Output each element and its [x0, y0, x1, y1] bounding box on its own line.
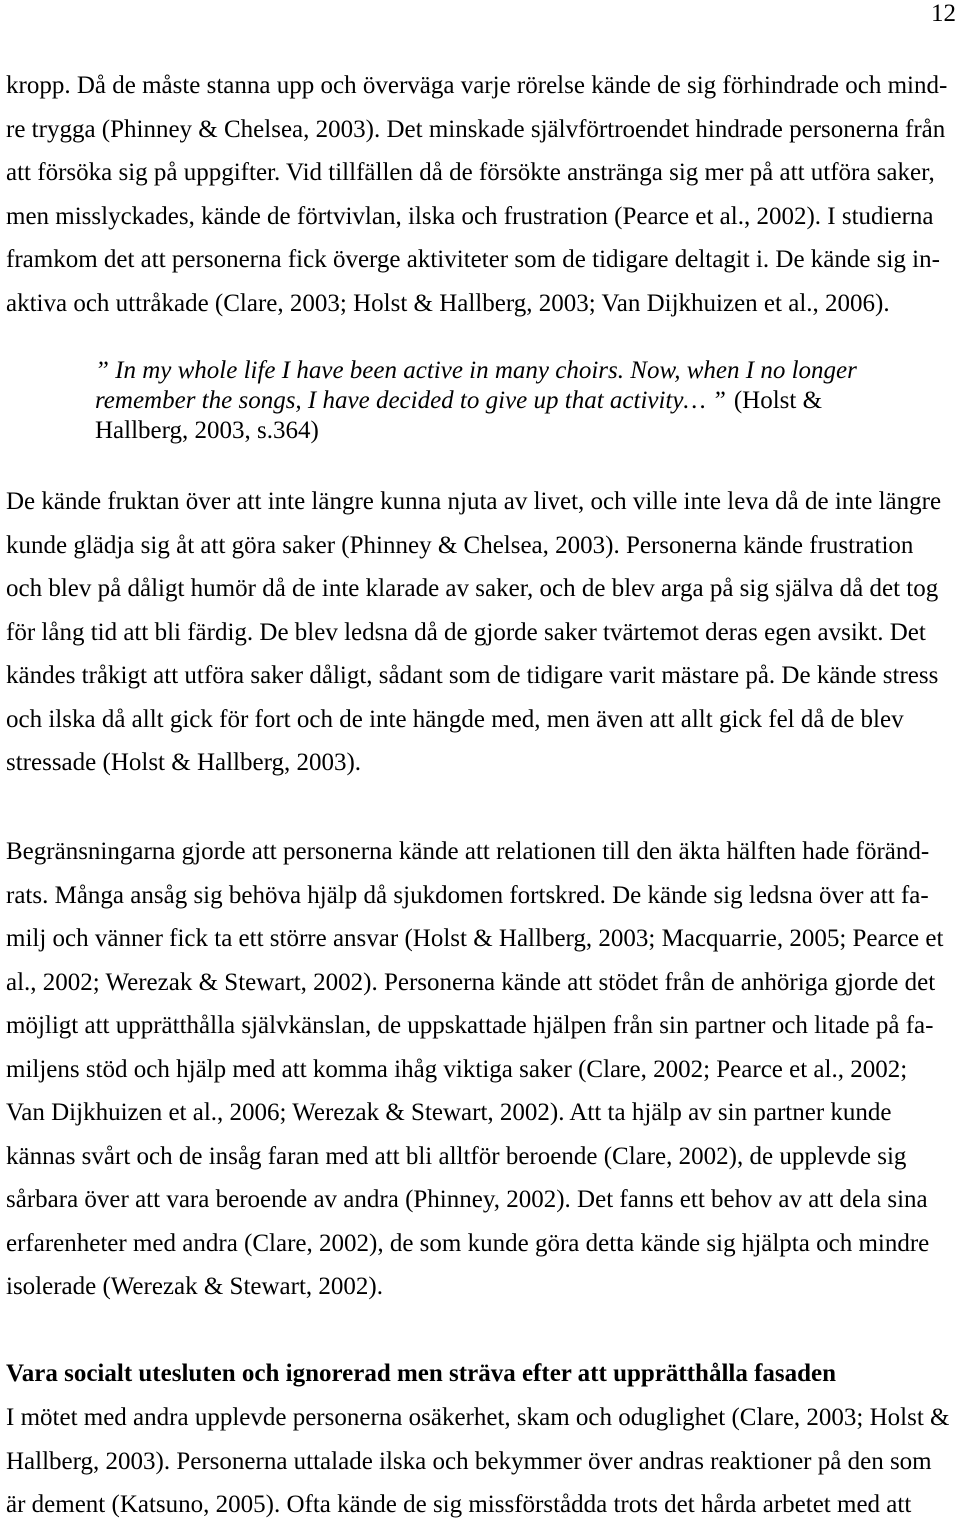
paragraph-line: Begränsningarna gjorde att personerna kände att relationen till den äkta hälften hade föränd- [6, 838, 930, 865]
paragraph-line: kändes tråkigt att utföra saker dåligt, sådant som de tidigare varit mästare på. De kände stress [6, 662, 939, 689]
paragraph-line: re trygga (Phinney & Chelsea, 2003). Det minskade självförtroendet hindrade personerna från [6, 115, 946, 143]
paragraph-line: isolerade (Werezak & Stewart, 2002). [6, 1273, 384, 1300]
paragraph-line: kännas svårt och de insåg faran med att bli alltför beroende (Clare, 2002), de upplevde sig [6, 1142, 907, 1170]
paragraph-line: kropp. Då de måste stanna upp och överväga varje rörelse kände de sig förhindrade och mind- [6, 72, 948, 99]
paragraph-line: milj och vänner fick ta ett större ansvar (Holst & Hallberg, 2003; Macquarrie, 2005; Pearce et [6, 925, 944, 952]
paragraph-line: sårbara över att vara beroende av andra (Phinney, 2002). Det fanns ett behov av att dela sina [6, 1186, 928, 1213]
quote-citation: (Holst & [733, 387, 823, 414]
paragraph-line: stressade (Holst & Hallberg, 2003). [6, 749, 362, 776]
body-paragraph [6, 1396, 950, 1517]
paragraph-line: aktiva och uttråkade (Clare, 2003; Holst & Hallberg, 2003; Van Dijkhuizen et al., 2006). [6, 289, 890, 317]
paragraph-line: och blev på dåligt humör då de inte klarade av saker, och de blev arga på sig själva då det tog [6, 575, 939, 602]
quote-citation: Hallberg, 2003, s.364) [95, 417, 319, 444]
paragraph-line: miljens stöd och hjälp med att komma ihåg viktiga saker (Clare, 2002; Pearce et al., 2002; [6, 1055, 908, 1083]
section-heading: Vara socialt utesluten och ignorerad men sträva efter att upprätthålla fasaden [6, 1360, 837, 1387]
paragraph-line: men misslyckades, kände de förtvivlan, ilska och frustration (Pearce et al., 2002). I studierna [6, 202, 934, 230]
paragraph-line: framkom det att personerna fick överge aktiviteter som de tidigare deltagit i. De kände sig in- [6, 246, 940, 273]
paragraph-line: al., 2002; Werezak & Stewart, 2002). Personerna kände att stödet från de anhöriga gjorde det [6, 968, 936, 996]
page-number: 12 [931, 0, 956, 27]
paragraph-line: Van Dijkhuizen et al., 2006; Werezak & Stewart, 2002). Att ta hjälp av sin partner kunde [6, 1099, 892, 1126]
paragraph-line: är dement (Katsuno, 2005). Ofta kände de sig missförstådda trots det hårda arbetet med att [6, 1491, 912, 1518]
section-heading-block [6, 1352, 836, 1396]
paragraph-line: kunde glädja sig åt att göra saker (Phinney & Chelsea, 2003). Personerna kände frustration [6, 531, 914, 559]
quote-line [95, 386, 857, 416]
paragraph-line: möjligt att upprätthålla självkänslan, de uppskattade hjälpen från sin partner och litade på fa- [6, 1012, 934, 1039]
body-paragraph [6, 480, 941, 785]
paragraph-line: erfarenheter med andra (Clare, 2002), de som kunde göra detta kände sig hjälpta och mindre [6, 1229, 930, 1257]
block-quote [95, 356, 857, 446]
paragraph-line: för lång tid att bli färdig. De blev ledsna då de gjorde saker tvärtemot deras egen avsikt. Det [6, 618, 926, 646]
body-paragraph [6, 830, 943, 1309]
quote-line: ” In my whole life I have been active in many choirs. Now, when I no longer [95, 357, 857, 384]
paragraph-line: De kände fruktan över att inte längre kunna njuta av livet, och ville inte leva då de inte längre [6, 488, 942, 515]
paragraph-line: att försöka sig på uppgifter. Vid tillfällen då de försökte anstränga sig mer på att utföra saker, [6, 159, 935, 186]
paragraph-line: Hallberg, 2003). Personerna uttalade ilska och bekymmer över andras reaktioner på den som [6, 1447, 932, 1475]
paragraph-line: rats. Många ansåg sig behöva hjälp då sjukdomen fortskred. De kände sig ledsna över att fa- [6, 881, 929, 909]
quote-text: remember the songs, I have decided to give up that activity… ” [95, 387, 726, 414]
paragraph-line: I mötet med andra upplevde personerna osäkerhet, skam och oduglighet (Clare, 2003; Holst & [6, 1404, 950, 1431]
paragraph-line: och ilska då allt gick för fort och de inte hängde med, men även att allt gick fel då de blev [6, 705, 904, 733]
body-paragraph [6, 64, 947, 325]
